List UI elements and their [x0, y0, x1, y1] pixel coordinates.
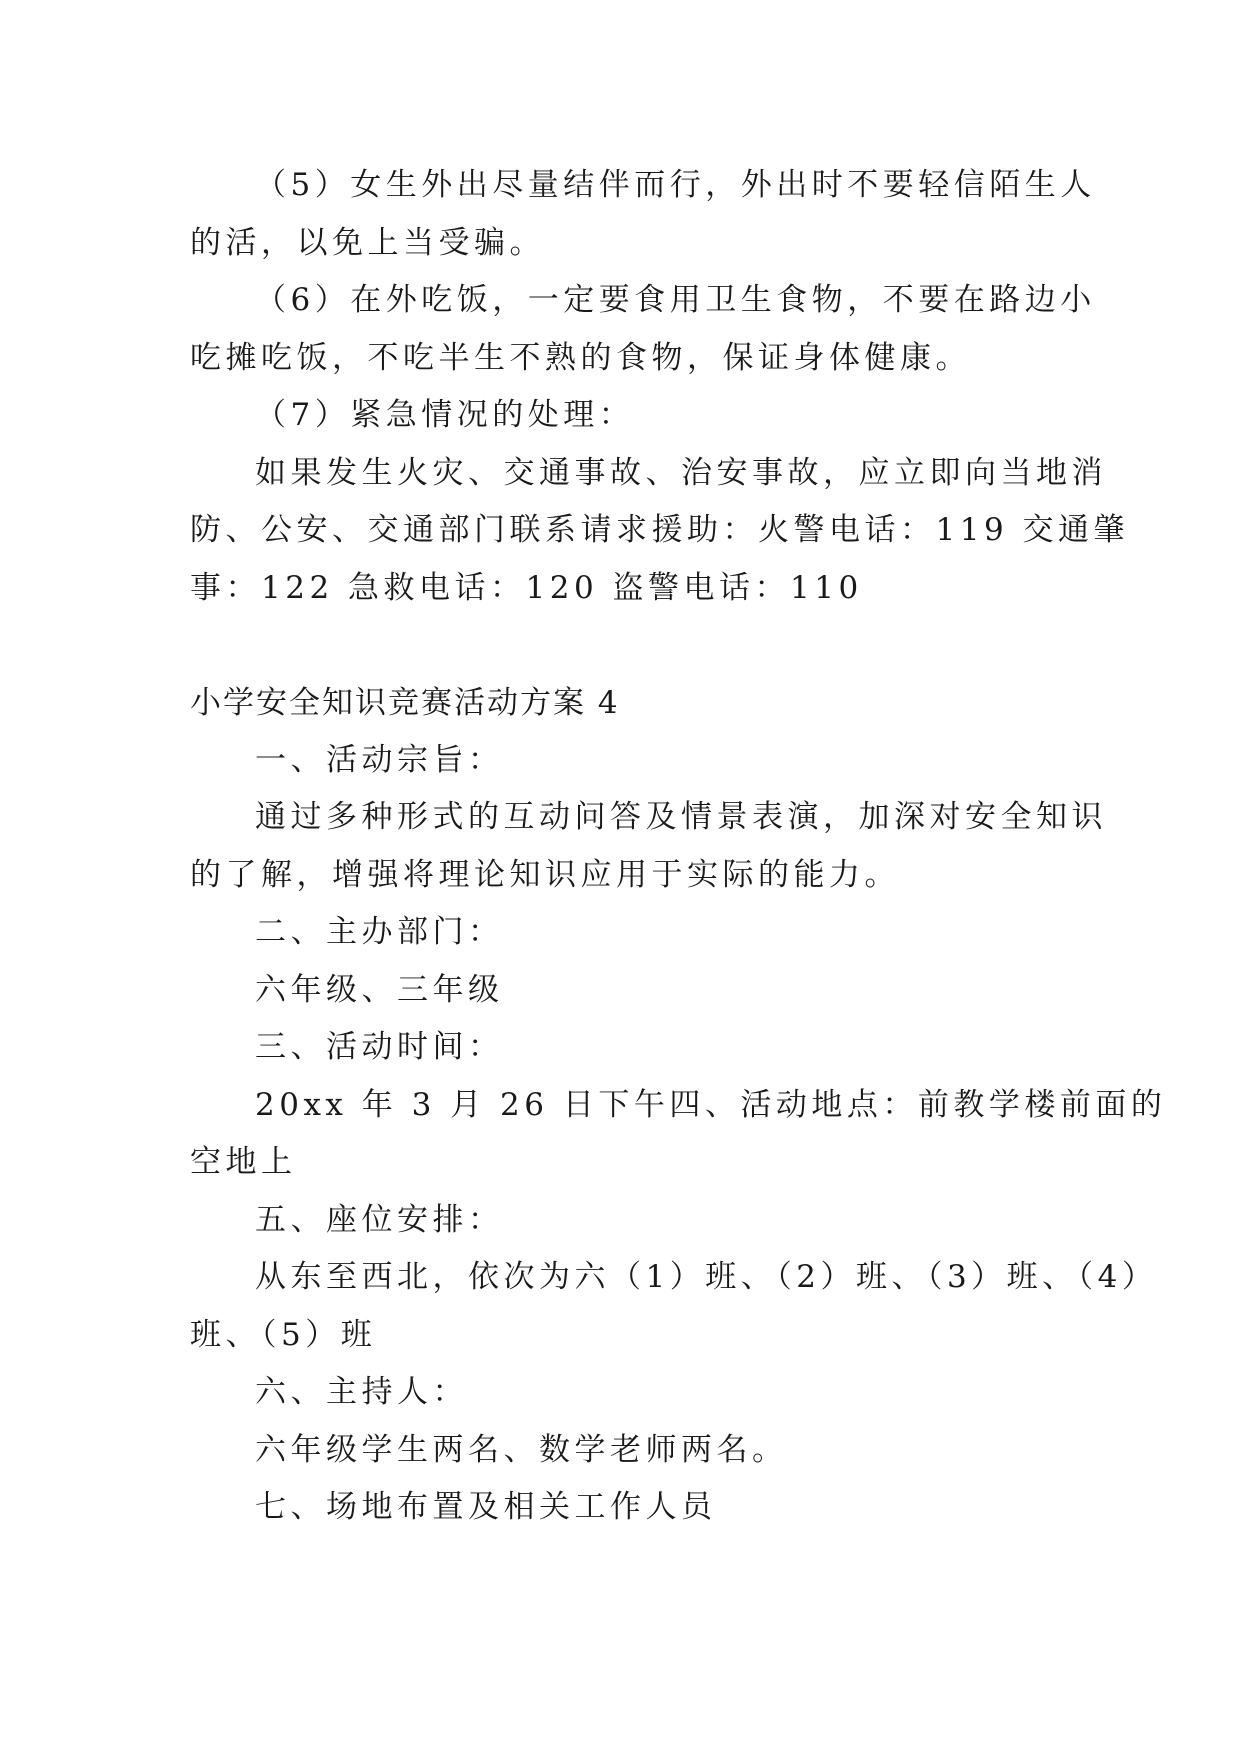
paragraph-line: 五、座位安排：: [255, 1202, 504, 1238]
paragraph-line: 的活，以免上当受骗。: [190, 225, 545, 261]
paragraph-line: 班、（5）班: [190, 1317, 377, 1353]
paragraph-line: 二、主办部门：: [255, 914, 504, 950]
paragraph-line: 六年级学生两名、数学老师两名。: [255, 1432, 788, 1468]
paragraph-line: （6）在外吃饭，一定要食用卫生食物，不要在路边小: [255, 282, 1096, 318]
paragraph-line: 空地上: [190, 1144, 297, 1180]
paragraph-line: 六年级、三年级: [255, 972, 504, 1008]
paragraph-line: （7）紧急情况的处理：: [255, 397, 635, 433]
paragraph-line: 的了解，增强将理论知识应用于实际的能力。: [190, 857, 900, 893]
paragraph-line: 从东至西北，依次为六（1）班、（2）班、（3）班、（4）: [255, 1259, 1158, 1295]
paragraph-line: （5）女生外出尽量结伴而行，外出时不要轻信陌生人: [255, 167, 1096, 203]
paragraph-line: 七、场地布置及相关工作人员: [255, 1489, 717, 1525]
paragraph-line: 事：122 急救电话：120 盗警电话：110: [190, 570, 863, 606]
paragraph-line: 一、活动宗旨：: [255, 742, 504, 778]
paragraph-line: 通过多种形式的互动问答及情景表演，加深对安全知识: [255, 799, 1107, 835]
section-title: 小学安全知识竞赛活动方案 4: [190, 685, 620, 721]
paragraph-line: 如果发生火灾、交通事故、治安事故，应立即向当地消: [255, 455, 1107, 491]
paragraph-line: 吃摊吃饭，不吃半生不熟的食物，保证身体健康。: [190, 340, 971, 376]
paragraph-line: 六、主持人：: [255, 1374, 468, 1410]
paragraph-line: 20xx 年 3 月 26 日下午四、活动地点：前教学楼前面的: [255, 1087, 1167, 1123]
paragraph-line: 防、公安、交通部门联系请求援助：火警电话：119 交通肇: [190, 512, 1130, 548]
paragraph-line: 三、活动时间：: [255, 1029, 504, 1065]
